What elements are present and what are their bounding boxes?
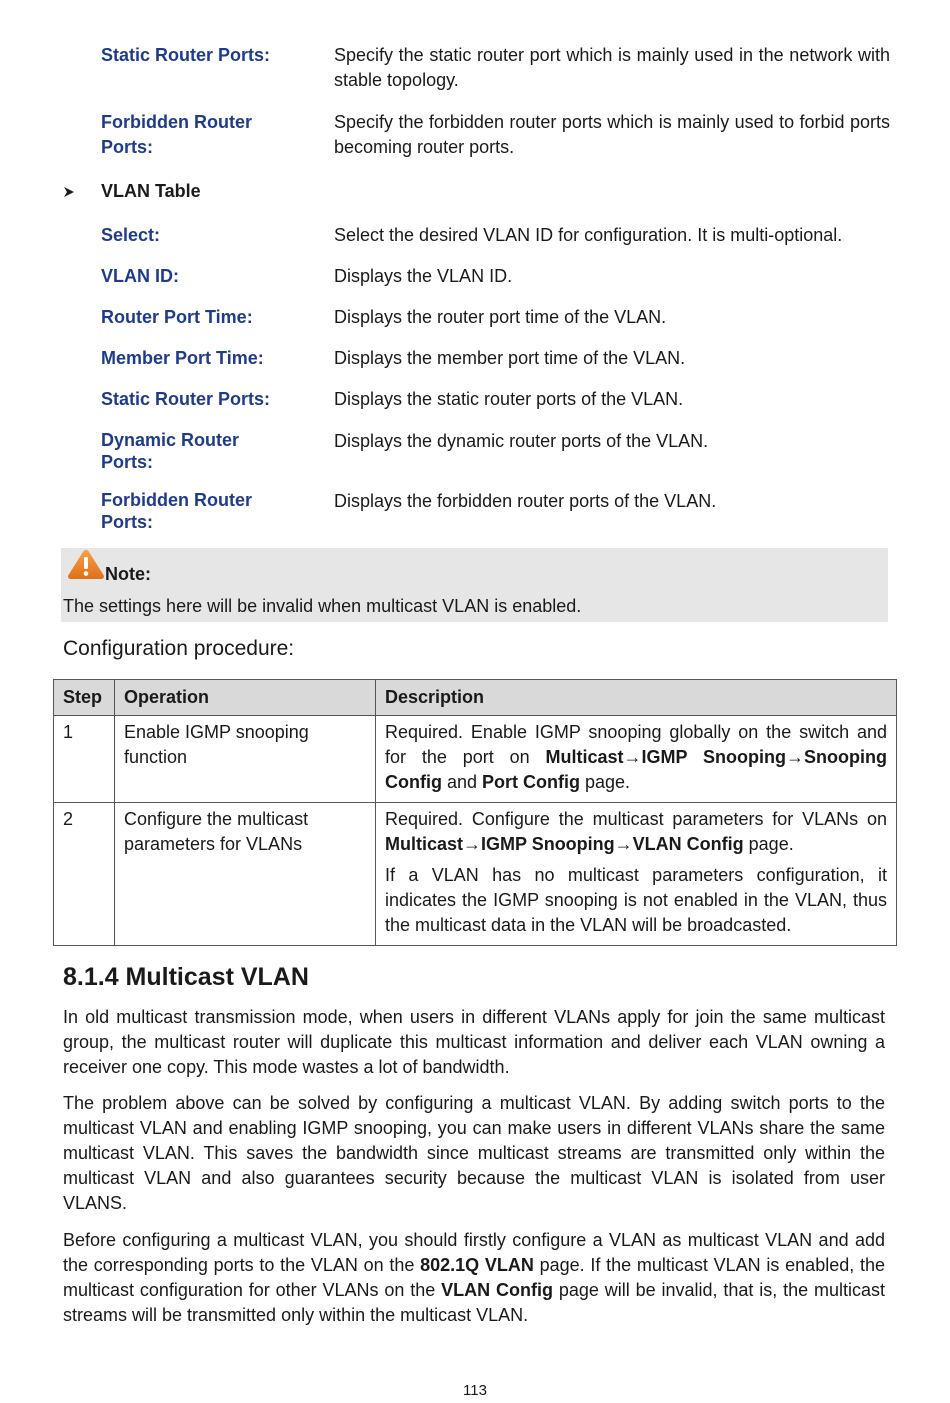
term-static-router-ports: Static Router Ports: — [101, 45, 271, 65]
para-text: Before configuring a multicast VLAN, you should firstly configure a VLAN as multicast VLAN and add the corresponding ports to the VLAN on the — [63, 1230, 885, 1275]
desc-text: page. — [580, 772, 631, 792]
step-description — [376, 803, 897, 946]
term-static-router-ports-vlan: Static Router Ports: — [101, 389, 271, 409]
table-header-row — [54, 680, 897, 716]
step-number: 2 — [54, 803, 115, 946]
desc-forbidden-router-ports-vlan: Displays the forbidden router ports of the VLAN. — [334, 491, 717, 511]
configuration-steps-table — [53, 679, 897, 946]
step-description — [376, 716, 897, 803]
desc-vlan-id: Displays the VLAN ID. — [334, 266, 513, 286]
term-forbidden-router-ports: Forbidden Router Ports: — [101, 112, 252, 157]
desc-extra-paragraph: If a VLAN has no multicast parameters configuration, it indicates the IGMP snooping is not enabled in the VLAN, thus the multicast data in the VLAN will be broadcasted. — [385, 865, 887, 935]
page-link-vlan-config: VLAN Config — [441, 1280, 554, 1300]
desc-forbidden-router-ports: Specify the forbidden router ports which is mainly used to forbid ports becoming router ports. — [334, 112, 890, 157]
table-row — [54, 803, 897, 946]
header-description: Description — [376, 680, 897, 716]
arrowhead-bullet-icon — [62, 181, 76, 206]
term-member-port-time: Member Port Time: — [101, 348, 264, 368]
term-select: Select: — [101, 225, 161, 245]
table-row — [54, 716, 897, 803]
desc-text: and — [441, 772, 483, 792]
step-operation: Configure the multicast parameters for VLANs — [115, 803, 376, 946]
menu-path: Port Config — [482, 772, 581, 792]
desc-text: page. — [743, 834, 794, 854]
desc-select: Select the desired VLAN ID for configuration. It is multi-optional. — [334, 225, 843, 245]
paragraph-3 — [63, 1228, 885, 1328]
desc-text: Required. Enable IGMP snooping globally on the switch and for the port on — [385, 722, 887, 767]
section-title: 8.1.4 Multicast VLAN — [63, 963, 309, 991]
page-link-802-1q-vlan: 802.1Q VLAN — [420, 1255, 534, 1275]
desc-text: Required. Configure the multicast parameters for VLANs on — [385, 809, 887, 829]
note-text: The settings here will be invalid when multicast VLAN is enabled. — [63, 596, 582, 616]
para-text: page will be invalid, that is, the multicast streams will be transmitted only within the multicast VLAN. — [63, 1280, 885, 1325]
step-number: 1 — [54, 716, 115, 803]
desc-router-port-time: Displays the router port time of the VLAN. — [334, 307, 667, 327]
menu-path: Multicast→IGMP Snooping→Snooping Config — [385, 747, 887, 792]
page-number: 113 — [463, 1382, 487, 1399]
term-dynamic-router-ports: Dynamic Router Ports: — [101, 430, 240, 472]
term-router-port-time: Router Port Time: — [101, 307, 253, 327]
step-operation: Enable IGMP snooping function — [115, 716, 376, 803]
paragraph-1: In old multicast transmission mode, when users in different VLANs apply for join the same multicast group, the multicast router will duplicate this multicast information and deliver each VLAN owning a receiver one copy. This mode wastes a lot of bandwidth. — [63, 1007, 885, 1077]
header-operation: Operation — [115, 680, 376, 716]
paragraph-2: The problem above can be solved by configuring a multicast VLAN. By adding switch ports to the multicast VLAN and enabling IGMP snooping, you can make users in different VLANs share the same multicast VLAN. This saves the bandwidth since multicast streams are transmitted only within the multicast VLAN and also guarantees security because the multicast VLAN is isolated from user VLANS. — [63, 1093, 885, 1213]
warning-triangle-icon — [66, 548, 106, 587]
desc-paragraph — [385, 807, 887, 857]
note-label: Note: — [105, 564, 151, 584]
menu-path: Multicast→IGMP Snooping→VLAN Config — [385, 834, 744, 854]
config-procedure-heading: Configuration procedure: — [63, 637, 295, 660]
term-forbidden-router-ports-vlan: Forbidden Router Ports: — [101, 490, 252, 532]
desc-static-router-ports-vlan: Displays the static router ports of the VLAN. — [334, 389, 684, 409]
vlan-table-heading: VLAN Table — [101, 181, 201, 201]
para-text: page. If the multicast VLAN is enabled, the multicast configuration for other VLANs on the — [63, 1255, 885, 1300]
header-step: Step — [54, 680, 115, 716]
term-vlan-id: VLAN ID: — [101, 266, 179, 286]
desc-static-router-ports: Specify the static router port which is mainly used in the network with stable topology. — [334, 45, 890, 90]
desc-dynamic-router-ports: Displays the dynamic router ports of the VLAN. — [334, 431, 709, 451]
desc-member-port-time: Displays the member port time of the VLAN. — [334, 348, 686, 368]
